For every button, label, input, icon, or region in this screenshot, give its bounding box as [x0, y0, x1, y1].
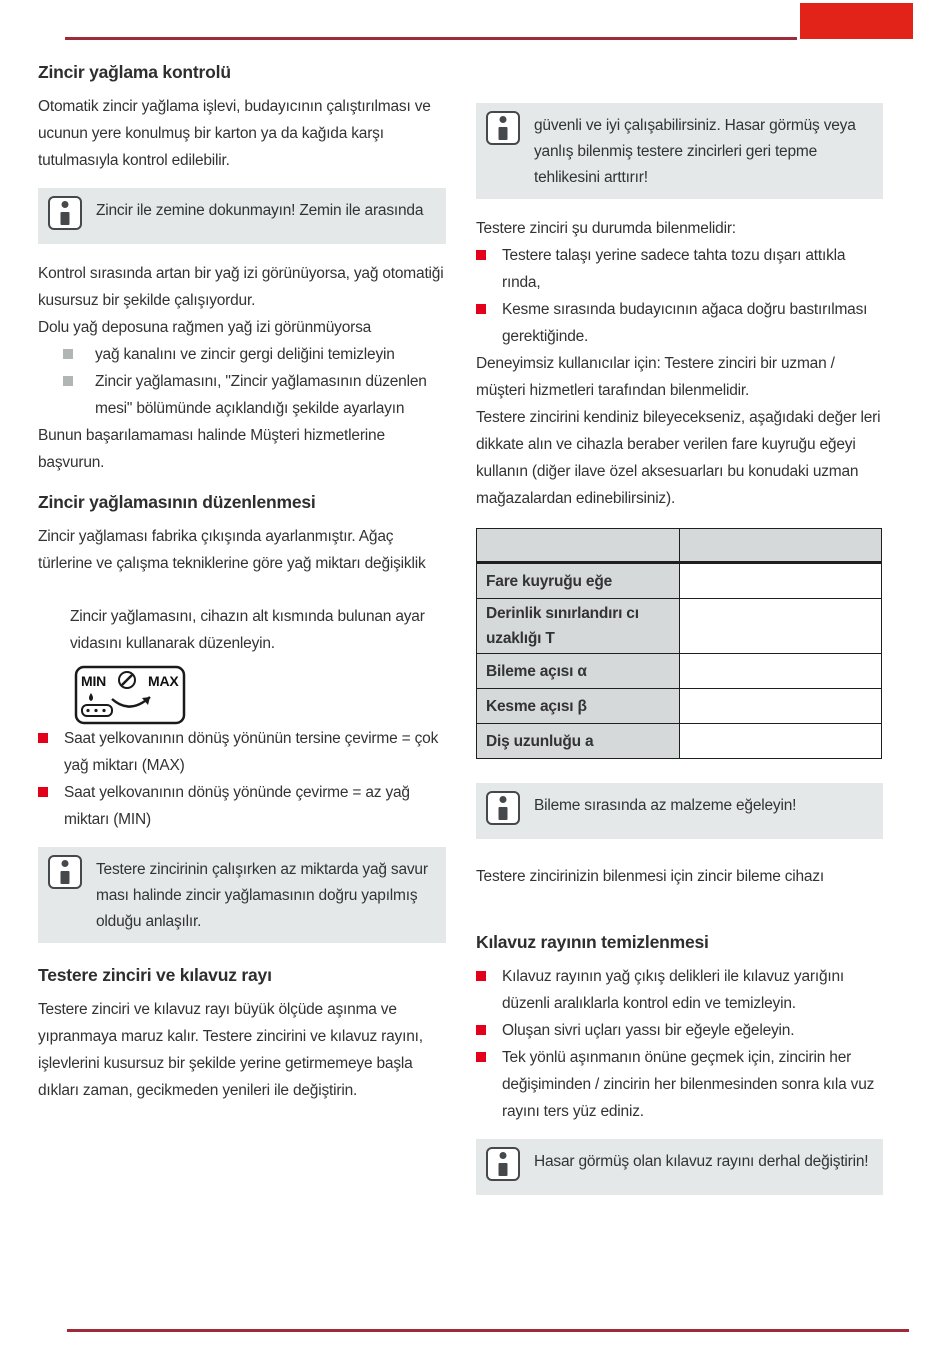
bullet-list: [63, 341, 446, 422]
info-box: [38, 847, 446, 943]
header-rule: [65, 37, 797, 40]
table-header-row: [477, 529, 882, 563]
table-value-cell: [679, 654, 882, 689]
info-box: [38, 188, 446, 244]
min-label: MIN: [81, 673, 107, 689]
info-text: Hasar görmüş olan kılavuz rayını derhal değiştirin!: [534, 1153, 869, 1170]
table-value-cell: [679, 563, 882, 599]
paragraph: Testere zincirini kendiniz bileyecekseniz, aşağıdaki değer leri dikkate alın ve cihazla beraber verilen fare kuyruğu eğeyi kullanın (diğer ilave özel aksesuarları bu konudaki uzman mağazalardan edinebilirsiniz).: [476, 409, 881, 507]
info-text: Zincir ile zemine dokunmayın! Zemin ile arasında: [96, 202, 424, 219]
table-label-cell: Fare kuyruğu eğe: [477, 563, 680, 599]
info-text: güvenli ve iyi çalışabilirsiniz. Hasar görmüş veya yanlış bilenmiş testere zincirleri geri tepme tehlikesini arttırır!: [534, 117, 856, 186]
table-label-cell: Bileme açısı α: [477, 654, 680, 689]
paragraph: Deneyimsiz kullanıcılar için: Testere zinciri bir uzman / müşteri hizmetleri tarafından bilenmelidir.: [476, 355, 835, 399]
table-value-cell: [679, 599, 882, 654]
info-icon: [48, 855, 82, 889]
info-icon: [486, 1147, 520, 1181]
paragraph: Dolu yağ deposuna rağmen yağ izi görünmüyorsa: [38, 319, 372, 336]
table-header-cell: [679, 529, 882, 563]
table-row: [477, 599, 882, 654]
section-heading: Kılavuz rayının temizlenmesi: [476, 932, 709, 952]
info-box: [476, 783, 883, 839]
table-header-cell: [477, 529, 680, 563]
info-icon: [486, 791, 520, 825]
paragraph: Bunun başarılamaması halinde Müşteri hizmetlerine başvurun.: [38, 427, 385, 471]
list-item: yağ kanalını ve zincir gergi deliğini temizleyin: [63, 341, 446, 368]
instruction-paragraph: Zincir yağlamasını, cihazın alt kısmında bulunan ayar vidasını kullanarak düzenleyin.: [70, 608, 425, 652]
left-column: [38, 60, 446, 1104]
paragraph: Testere zincirinizin bilenmesi için zincir bileme cihazı: [476, 868, 825, 885]
oil-adjustment-diagram: [74, 665, 186, 725]
section-heading: Zincir yağlama kontrolü: [38, 62, 231, 82]
bullet-list: [476, 963, 883, 1125]
paragraph: Testere zinciri ve kılavuz rayı büyük ölçüde aşınma ve yıpranmaya maruz kalır. Testere zincirini ve kılavuz rayını, işlevlerini kusursuz bir şekilde yerine getirmemeye başla dıkları zaman, gecikmeden yenileri ile değiştirin.: [38, 1001, 423, 1099]
table-row: [477, 563, 882, 599]
list-item: Saat yelkovanının dönüş yönünde çevirme = az yağ miktarı (MIN): [38, 779, 446, 833]
section-heading: Zincir yağlamasının düzenlenmesi: [38, 492, 316, 512]
list-item: Zincir yağlamasını, "Zincir yağlamasının düzenlen mesi" bölümünde açıklandığı şekilde ayarlayın: [63, 368, 446, 422]
max-label: MAX: [148, 673, 179, 689]
info-text: Testere zincirinin çalışırken az miktarda yağ savur ması halinde zincir yağlamasının doğru yapılmış olduğu anlaşılır.: [96, 861, 428, 930]
sharpening-values-table: [476, 528, 882, 759]
page-corner-block: [800, 3, 913, 39]
bullet-list: [38, 725, 446, 833]
table-label-cell: Diş uzunluğu a: [477, 724, 680, 759]
list-item: Tek yönlü aşınmanın önüne geçmek için, zincirin her değişiminden / zincirin her bilenmesinden sonra kıla vuz rayını ters yüz ediniz.: [476, 1044, 883, 1125]
info-text: Bileme sırasında az malzeme eğeleyin!: [534, 797, 797, 814]
list-item: Testere talaşı yerine sadece tahta tozu dışarı attıkla rında,: [476, 242, 883, 296]
info-box: [476, 103, 883, 199]
paragraph: Zincir yağlaması fabrika çıkışında ayarlanmıştır. Ağaç türlerine ve çalışma tekniklerine göre yağ miktarı değişiklik: [38, 528, 426, 572]
footer-rule: [67, 1329, 909, 1332]
paragraph: Testere zinciri şu durumda bilenmelidir:: [476, 220, 736, 237]
bullet-list: [476, 242, 883, 350]
table-value-cell: [679, 724, 882, 759]
info-icon: [486, 111, 520, 145]
paragraph: Kontrol sırasında artan bir yağ izi görünüyorsa, yağ otomatiği kusursuz bir şekilde çalışıyordur.: [38, 265, 444, 309]
info-box: [476, 1139, 883, 1195]
list-item: Saat yelkovanının dönüş yönünün tersine çevirme = çok yağ miktarı (MAX): [38, 725, 446, 779]
table-row: [477, 654, 882, 689]
list-item: Kılavuz rayının yağ çıkış delikleri ile kılavuz yarığını düzenli aralıklarla kontrol edin ve temizleyin.: [476, 963, 883, 1017]
list-item: Oluşan sivri uçları yassı bir eğeyle eğeleyin.: [476, 1017, 883, 1044]
section-heading: Testere zinciri ve kılavuz rayı: [38, 965, 272, 985]
right-column: [476, 103, 883, 1195]
table-row: [477, 724, 882, 759]
table-label-cell: Kesme açısı β: [477, 689, 680, 724]
info-icon: [48, 196, 82, 230]
table-row: [477, 689, 882, 724]
table-label-cell: Derinlik sınırlandırı cı uzaklığı T: [477, 599, 680, 654]
paragraph: Otomatik zincir yağlama işlevi, budayıcının çalıştırılması ve ucunun yere konulmuş bir karton ya da kağıda karşı tutulmasıyla kontrol edilebilir.: [38, 98, 431, 169]
list-item: Kesme sırasında budayıcının ağaca doğru bastırılması gerektiğinde.: [476, 296, 883, 350]
table-value-cell: [679, 689, 882, 724]
